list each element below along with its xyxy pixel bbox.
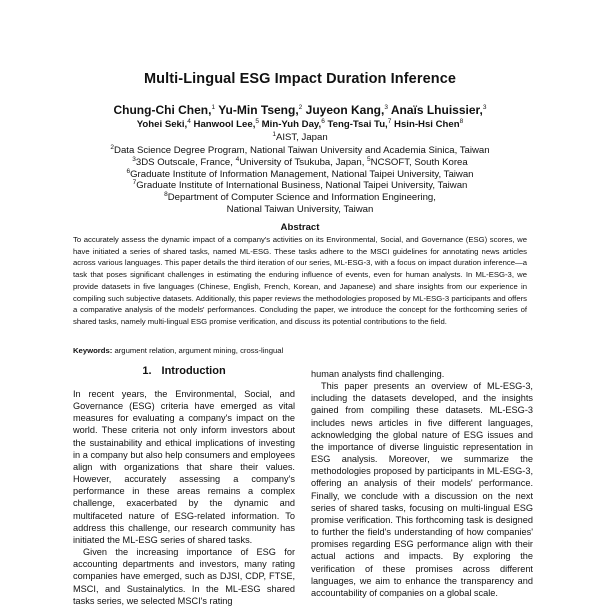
paragraph: In recent years, the Environmental, Social, and Governance (ESG) criteria have emerged as vital measures for evaluating a company's impact on the world. These criteria not only inform investors about the sustainability and ethical implications of investing in a company but also help consumers and employees align with organizations that share their values. However, accurately assessing a company's performance in these areas remains a complex challenge, exacerbated by the dynamic and multifaceted nature of ESG-related information. To address this challenge, our research community has initiated the ML-ESG series of shared tasks.: [73, 389, 295, 545]
author-affil-mark: 6: [321, 117, 325, 125]
affil-text: National Taiwan University, Taiwan: [226, 203, 374, 215]
affil-mark: 2: [110, 143, 115, 151]
section-title: Introduction: [161, 365, 226, 377]
author-name: Yu-Min Tseng,: [218, 103, 299, 117]
author-affil-mark: 5: [255, 117, 259, 125]
affil-mark: 3: [132, 155, 136, 163]
author-name: Hanwool Lee,: [193, 119, 256, 130]
affil-text: Department of Computer Science and Information Engineering,: [167, 192, 436, 204]
affil-text: Data Science Degree Program, National Taiwan University and Academia Sinica, Taiwan: [114, 145, 490, 156]
author-affil-mark: 4: [187, 117, 191, 125]
affil-text: Graduate Institute of International Business, National Taipei University, Taiwan: [136, 180, 468, 192]
keywords: [73, 346, 527, 355]
author-affil-mark: 3: [482, 104, 487, 111]
author-block: [0, 103, 600, 132]
author-affil-mark: 2: [298, 104, 303, 111]
author-affil-mark: 3: [384, 104, 388, 111]
author-name: Anaïs Lhuissier,: [390, 103, 483, 117]
affiliation-8-cont: [0, 204, 600, 216]
section-number: 1.: [142, 365, 152, 377]
affiliation-7: [0, 180, 600, 192]
affiliation-8: [0, 192, 600, 204]
paragraph: This paper presents an overview of ML-ESG-3, including the datasets developed, and the insights gained from compiling these datasets. ML-ESG-3 includes news articles in five different languages, acknowledging the global nature of ESG issues and the importance of diverse linguistic representation in ESG analysis. Moreover, we summarize the methodologies proposed by participants in ML-ESG-3, offering an analysis of their models' performance. Finally, we conclude with a discussion on the next series of shared tasks, focusing on multi-lingual ESG promise verification. This forthcoming task is designed to further the field's understanding of how companies' promises regarding ESG performance align with their actual actions and impacts. By exploring the verification of these promises across different languages, we aim to enhance the transparency and accountability of companies on a global scale.: [311, 381, 533, 598]
affiliation-6: [0, 169, 600, 181]
affiliation-2: [0, 145, 600, 157]
affil-mark: 5: [367, 155, 371, 163]
keywords-label: Keywords:: [73, 346, 113, 355]
author-line-1: [0, 103, 600, 118]
abstract-text: To accurately assess the dynamic impact of a company's activities on its Environmental, Social, and Governance (ESG) scores, we have initiated a series of shared tasks, named ML-ESG. These tasks adhere to the MSCI guidelines for annotating news articles across various languages. This paper details the third iteration of our series, ML-ESG-3, with a focus on impact duration inference—a task that poses significant challenges in estimating the enduring influence of events, even for human analysts. In ML-ESG-3, we provide datasets in five languages (Chinese, English, French, Korean, and Japanese) and share insights from our experience in compiling such subjective datasets. Additionally, this paper reviews the methodologies proposed by ML-ESG-3 participants and offers a comparative analysis of the models' performances. Concluding the paper, we introduce the concept for the forthcoming series of shared tasks, namely multi-lingual ESG promise verification, and discuss its potential contributions to the field.: [73, 235, 527, 326]
keywords-text: argument relation, argument mining, cross-lingual: [114, 346, 284, 355]
paragraph-continued: human analysts find challenging.: [311, 369, 445, 379]
author-name: Yohei Seki,: [136, 119, 188, 130]
author-name: Min-Yuh Day,: [261, 119, 322, 130]
affil-text: University of Tsukuba, Japan,: [239, 156, 368, 168]
abstract-heading: Abstract: [280, 222, 320, 233]
author-affil-mark: 1: [211, 104, 216, 111]
affil-mark: 4: [235, 155, 240, 163]
affil-mark: 7: [132, 179, 137, 187]
left-column: [73, 388, 295, 607]
affil-mark: 6: [126, 167, 131, 175]
author-name: Hsin-Hsi Chen: [394, 119, 460, 130]
author-name: Teng-Tsai Tu,: [327, 119, 388, 130]
affil-text: 3DS Outscale, France,: [135, 156, 236, 168]
affil-mark: 8: [164, 191, 168, 198]
paragraph: Given the increasing importance of ESG for accounting departments and investors, many rating companies have emerged, such as DJSI, CDP, FTSE, MSCI, and Sustainalytics. In the ML-ESG shared tasks series, we selected MSCI's rating: [73, 547, 295, 606]
section-heading: [73, 365, 295, 377]
affil-text: AIST, Japan: [275, 132, 328, 143]
author-name: Juyeon Kang,: [305, 103, 385, 117]
paper-title: Multi-Lingual ESG Impact Duration Inference: [143, 71, 457, 87]
affil-mark: 1: [272, 130, 276, 138]
author-line-2: [0, 118, 600, 132]
affil-text: Graduate Institute of Information Management, National Taipei University, Taiwan: [130, 168, 474, 180]
affil-text: NCSOFT, South Korea: [370, 156, 468, 168]
affiliations: [0, 130, 600, 216]
affiliation-3-4-5: [0, 157, 600, 169]
right-column: [311, 368, 533, 599]
author-affil-mark: 7: [387, 117, 392, 125]
author-name: Chung-Chi Chen,: [113, 103, 212, 117]
affiliation-1: [0, 132, 600, 144]
author-affil-mark: 8: [459, 117, 464, 125]
